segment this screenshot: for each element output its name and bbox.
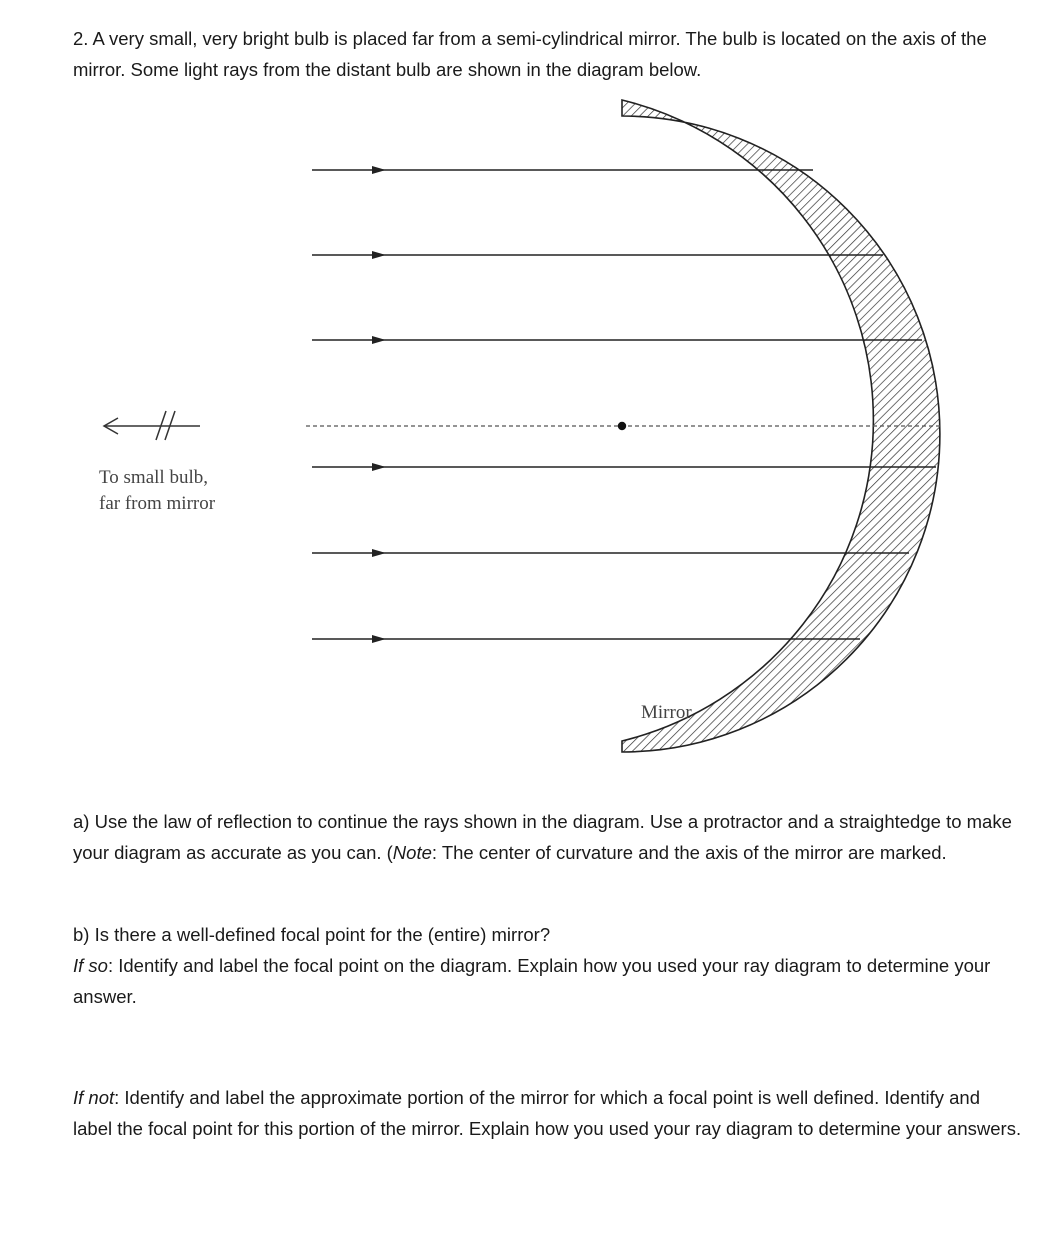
part-a-label: a) [73,811,90,832]
bulb-direction-arrow [104,411,200,440]
part-b-question: Is there a well-defined focal point for the (entire) mirror? [94,924,551,945]
part-b [73,919,1023,1012]
ray-3-arrowhead [372,336,386,344]
ray-1-arrowhead [372,166,386,174]
mirror [622,100,940,752]
bulb-label-line1: To small bulb, [99,467,208,488]
part-b-if-not-label: If not [73,1087,115,1108]
ray-4-arrowhead [372,463,386,471]
part-a [73,806,1023,868]
part-a-note-word: Note [392,842,432,863]
question-intro-text: 2. A very small, very bright bulb is placed far from a semi-cylindrical mirror. The bulb is located on the axis of the mirror. Some light rays from the distant bulb are shown in the diagram below. [73,28,987,80]
ray-arrowheads [372,166,386,643]
ray-6-arrowhead [372,635,386,643]
part-b-if-so-label: If so [73,955,108,976]
part-a-text-after-note: : The center of curvature and the axis of the mirror are marked. [431,842,947,863]
part-b-label: b) [73,924,90,945]
center-of-curvature-dot [618,422,626,430]
part-b-if-not [73,1082,1023,1144]
part-a-text: Use the law of reflection to continue the rays shown in the diagram. Use a protractor and a straightedge to make your diagram as accurate as you can. ( [73,811,1012,863]
part-b-if-not-text: : Identify and label the approximate portion of the mirror for which a focal point is well defined. Identify and label the focal point for this portion of the mirror. Explain how you used your ray diagram to determine your answers. [73,1087,1022,1139]
ray-5-arrowhead [372,549,386,557]
ray-2-arrowhead [372,251,386,259]
mirror-label: Mirror [641,702,692,723]
part-b-if-so-text: : Identify and label the focal point on the diagram. Explain how you used your ray diagram to determine your answer. [73,955,991,1007]
bulb-label-line2: far from mirror [99,493,216,514]
